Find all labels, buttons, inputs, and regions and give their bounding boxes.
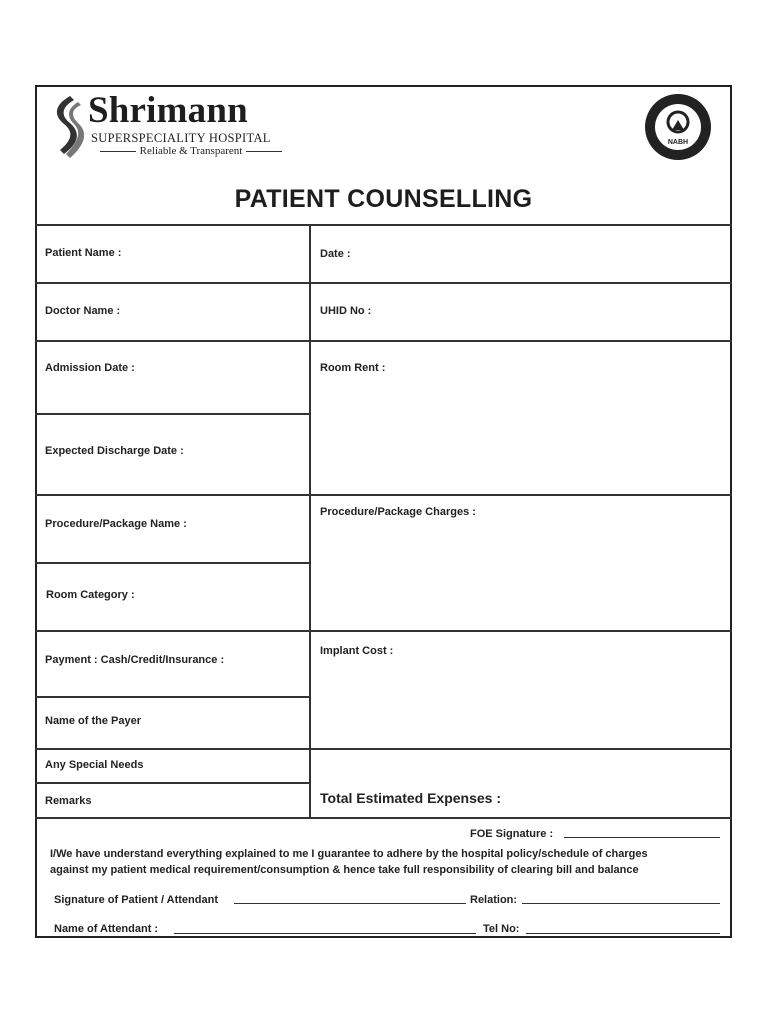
- grid-line: [35, 224, 732, 226]
- grid-line: [35, 630, 732, 632]
- grid-line: [35, 748, 732, 750]
- attendant-name-line[interactable]: [174, 933, 476, 934]
- patient-name-field[interactable]: Patient Name :: [45, 247, 122, 259]
- admission-date-field[interactable]: Admission Date :: [45, 362, 135, 374]
- relation-label: Relation:: [470, 894, 518, 906]
- procedure-package-charges-field[interactable]: Procedure/Package Charges :: [320, 506, 476, 518]
- patient-signature-line[interactable]: [234, 903, 466, 904]
- grid-line: [35, 562, 310, 564]
- grid-line: [35, 494, 732, 496]
- date-field[interactable]: Date :: [320, 248, 351, 260]
- grid-line: [35, 782, 310, 784]
- nabh-accreditation-badge-icon: [643, 92, 713, 162]
- declaration-line-2: against my patient medical requirement/consumption & hence take full responsibility of clearing bill and balance: [50, 864, 639, 876]
- brand-tagline: [96, 145, 286, 157]
- declaration-line-1: I/We have understand everything explained to me I guarantee to adhere by the hospital policy/schedule of charges: [50, 848, 648, 860]
- payment-field[interactable]: Payment : Cash/Credit/Insurance :: [45, 654, 225, 666]
- grid-line: [35, 282, 732, 284]
- declaration-text: [50, 846, 730, 878]
- attendant-name-label: Name of Attendant :: [54, 923, 159, 935]
- procedure-package-name-field[interactable]: Procedure/Package Name :: [45, 518, 187, 530]
- room-category-field[interactable]: Room Category :: [46, 589, 135, 601]
- badge-text: NABH: [667, 139, 689, 146]
- foe-signature-label: FOE Signature :: [470, 828, 554, 840]
- expected-discharge-date-field[interactable]: Expected Discharge Date :: [45, 445, 184, 457]
- hospital-logo-icon: [48, 94, 88, 160]
- remarks-field[interactable]: Remarks: [45, 795, 92, 807]
- implant-cost-field[interactable]: Implant Cost :: [320, 645, 394, 657]
- tel-no-line[interactable]: [526, 933, 720, 934]
- grid-line: [35, 340, 732, 342]
- total-estimated-expenses-field[interactable]: Total Estimated Expenses :: [320, 790, 502, 806]
- doctor-name-field[interactable]: Doctor Name :: [45, 305, 121, 317]
- relation-line[interactable]: [522, 903, 720, 904]
- tagline-divider-right: [246, 151, 282, 152]
- special-needs-field[interactable]: Any Special Needs: [45, 759, 144, 771]
- brand-name: Shrimann: [88, 90, 248, 131]
- page-title: PATIENT COUNSELLING: [234, 185, 533, 213]
- tel-no-label: Tel No:: [483, 923, 520, 935]
- patient-signature-label: Signature of Patient / Attendant: [54, 894, 218, 906]
- grid-line: [35, 413, 310, 415]
- foe-signature-line[interactable]: [564, 837, 720, 838]
- grid-divider: [309, 224, 311, 818]
- brand-subtitle: SUPERSPECIALITY HOSPITAL: [91, 131, 271, 145]
- uhid-no-field[interactable]: UHID No :: [320, 305, 372, 317]
- grid-line: [35, 696, 310, 698]
- tagline-divider-left: [100, 151, 136, 152]
- brand-tagline-text: Reliable & Transparent: [139, 145, 243, 157]
- name-of-payer-field[interactable]: Name of the Payer: [45, 715, 141, 727]
- room-rent-field[interactable]: Room Rent :: [320, 362, 386, 374]
- grid-line: [35, 817, 732, 819]
